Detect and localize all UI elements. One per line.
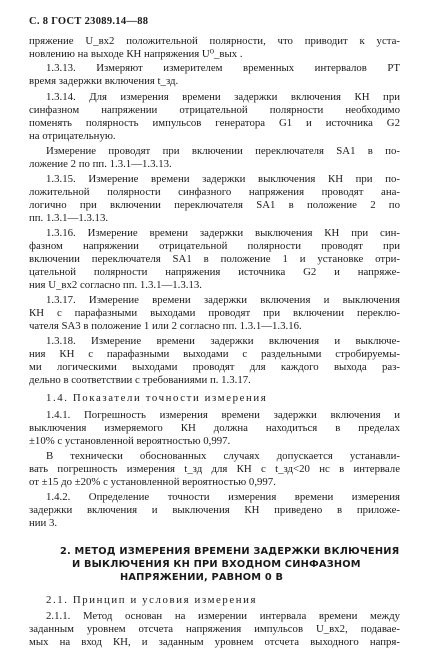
section-title-line: И ВЫКЛЮЧЕНИЯ КН ПРИ ВХОДНОМ СИНФАЗНОМ — [72, 559, 361, 570]
text-line: цательной полярности напряжения источника G2 и напряже- — [29, 266, 400, 278]
text-line: 2.1.1. Метод основан на измерении интервала времени между — [46, 610, 400, 622]
text-line: на отрицательную. — [29, 130, 116, 142]
text-line: включении переключателя SA1 в положение 1 и установке отри- — [29, 253, 400, 265]
page-header: С. 8 ГОСТ 23089.14—88 — [29, 16, 149, 27]
text-line: дельно в соответствии с требованиями п. 1.3.17. — [29, 374, 251, 386]
text-line: логично при включении переключателя SA1 в положение 2 по — [29, 199, 400, 211]
text-line: ложение 2 по пп. 1.3.1—1.3.13. — [29, 158, 172, 170]
text-line: пп. 1.3.1—1.3.13. — [29, 212, 109, 224]
text-line: заданным уровнем отсчета напряжения импульсов U_вх2, подавае- — [29, 623, 400, 635]
text-line: нии 3. — [29, 517, 58, 529]
text-line: синфазном напряжении отрицательной полярности необходимо — [29, 104, 400, 116]
text-line: задержки включения и выключения КН приведено в приложе- — [29, 504, 400, 516]
text-line: время задержки включения t_зд. — [29, 75, 179, 87]
text-line: В технически обоснованных случаях допускается устанавли- — [46, 450, 400, 462]
subsection-heading: 1.4. Показатели точности измерения — [46, 392, 268, 404]
text-line: поменять полярность импульсов генератора G1 и источника G2 — [29, 117, 400, 129]
text-line: КН с парафазными выходами проводят при включении переклю- — [29, 307, 400, 319]
text-line: ми логическими выходами проводят для каждого выхода раз- — [29, 361, 400, 373]
section-title-line: 2. МЕТОД ИЗМЕРЕНИЯ ВРЕМЕНИ ЗАДЕРЖКИ ВКЛЮЧЕНИЯ — [60, 546, 400, 557]
text-line: 1.3.17. Измерение времени задержки включения и выключения — [46, 294, 400, 306]
text-line: новлению на выходе КН напряжения U⁰_вых . — [29, 48, 243, 60]
text-line: 1.4.1. Погрешность измерения времени задержки включения и — [46, 409, 400, 421]
text-line: чателя SA3 в положение 1 или 2 согласно пп. 1.3.1—1.3.16. — [29, 320, 302, 332]
subsection-heading: 2.1. Принцип и условия измерения — [46, 594, 258, 606]
section-title-line: НАПРЯЖЕНИИ, РАВНОМ 0 В — [120, 572, 284, 583]
text-line: 1.3.16. Измерение времени задержки выключения КН при син- — [46, 227, 400, 239]
text-line: мых на вход КН, и заданным уровнем отсчета выходного напря- — [29, 636, 400, 648]
text-line: фазном напряжении отрицательной полярности проводят при — [29, 240, 400, 252]
text-line: ±10% с установленной вероятностью 0,997. — [29, 435, 231, 447]
text-line: 1.3.13. Измеряют измерителем временных интервалов PT — [46, 62, 400, 74]
text-line: ния КН с парафазными выходами с раздельными стробируемы- — [29, 348, 400, 360]
text-line: пряжение U_вх2 положительной полярности, что приводит к уста- — [29, 35, 400, 47]
text-line: 1.3.14. Для измерения времени задержки включения КН при — [46, 91, 400, 103]
text-line: ложительной полярности синфазного напряжения проводят ана- — [29, 186, 400, 198]
text-line: 1.3.18. Измерение времени задержки включения и выключе- — [46, 335, 400, 347]
text-line: Измерение проводят при включении переключателя SA1 в по- — [46, 145, 400, 157]
text-line: 1.3.15. Измерение времени задержки выключения КН при по- — [46, 173, 400, 185]
text-line: 1.4.2. Определение точности измерения времени измерения — [46, 491, 400, 503]
text-line: выключения измеряемого КН должна находиться в пределах — [29, 422, 400, 434]
text-line: от ±15 до ±20% с установленной вероятностью 0,997. — [29, 476, 276, 488]
text-line: вать погрешность измерения t_зд для КН с t_зд<20 нс в интервале — [29, 463, 400, 475]
text-line: ния U_вх2 согласно пп. 1.3.1—1.3.13. — [29, 279, 202, 291]
